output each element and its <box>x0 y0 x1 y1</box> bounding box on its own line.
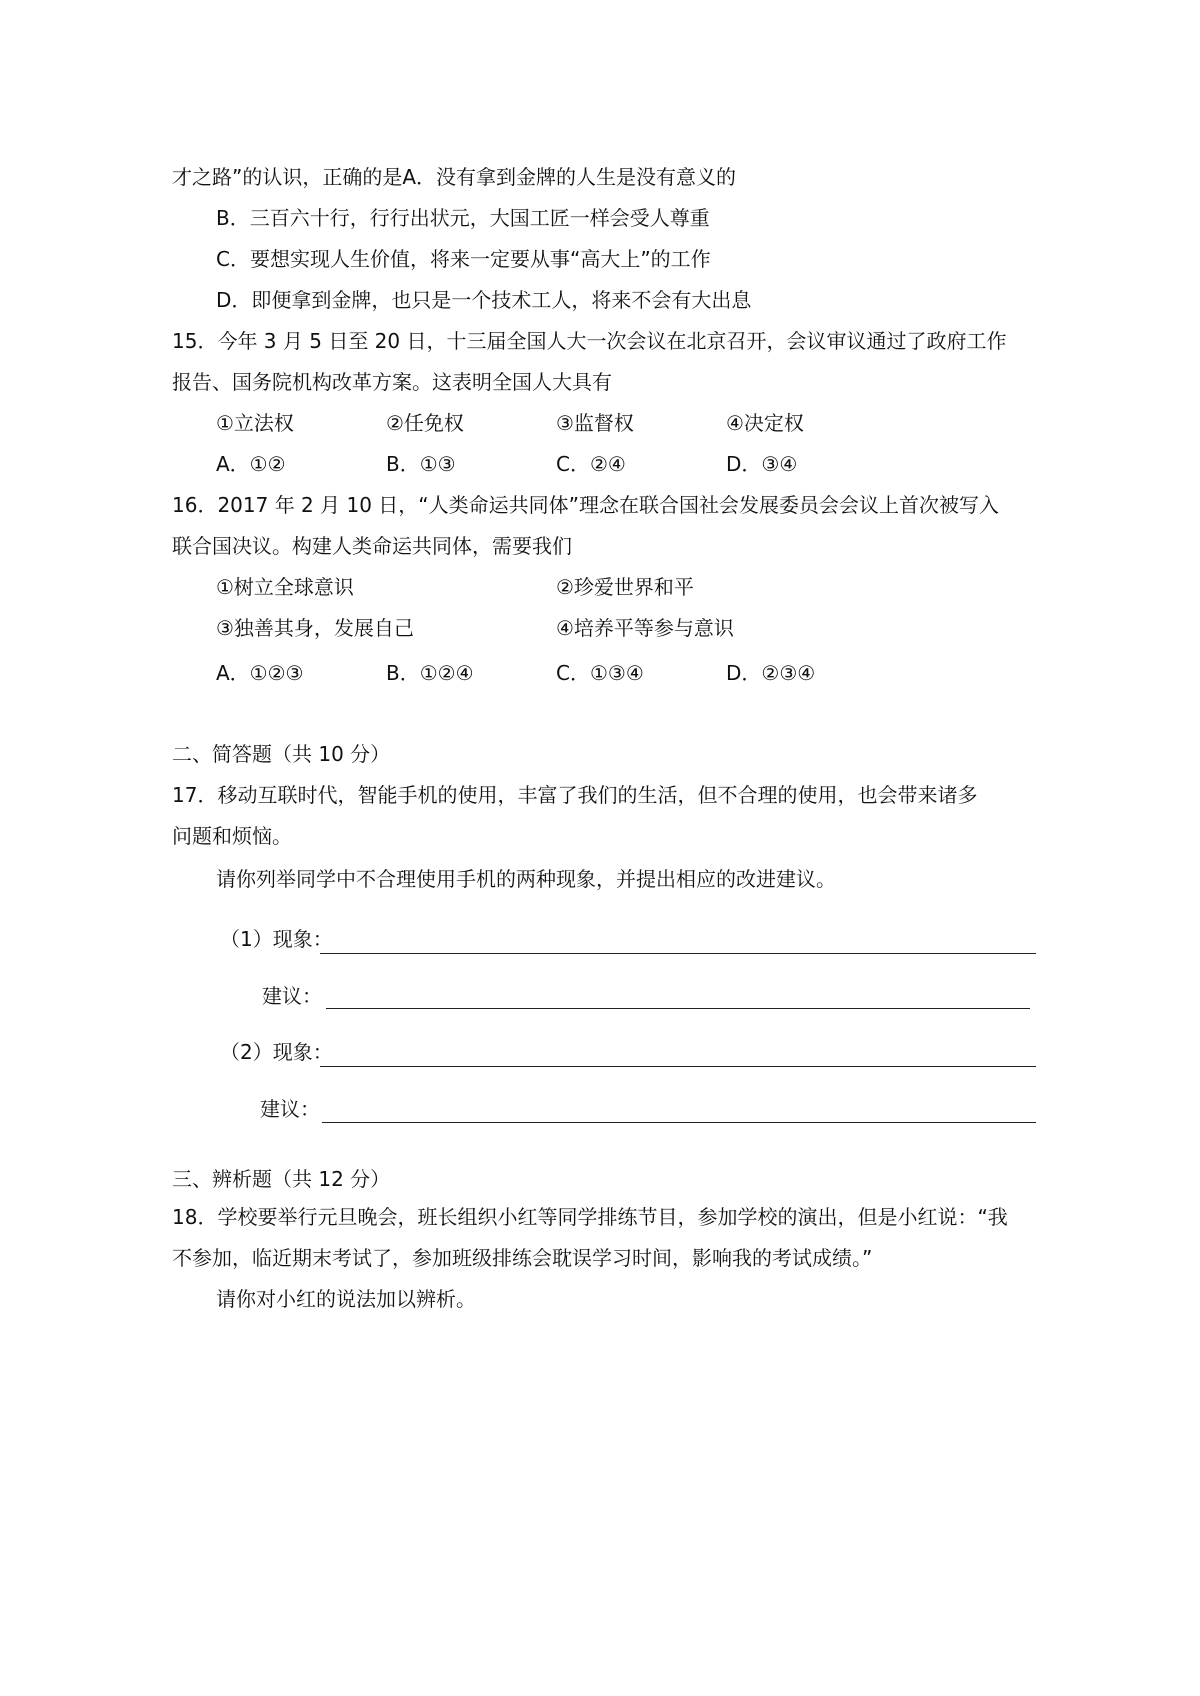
q15-choice-d: D．③④ <box>726 452 798 476</box>
q15-stem-line1: 15．今年 3 月 5 日至 20 日，十三届全国人大一次会议在北京召开，会议审议通过了政府工作 <box>172 329 1007 353</box>
q18-stem-line2: 不参加，临近期末考试了，参加班级排练会耽误学习时间，影响我的考试成绩。” <box>172 1246 873 1270</box>
q14-option-b: B．三百六十行，行行出状元，大国工匠一样会受人尊重 <box>216 206 710 230</box>
q16-choice-d: D．②③④ <box>726 661 816 685</box>
q14-option-c: C．要想实现人生价值，将来一定要从事“高大上”的工作 <box>216 247 711 271</box>
q15-item-4: ④决定权 <box>726 411 804 435</box>
q16-choice-b: B．①②④ <box>386 661 474 685</box>
q16-stem-line2: 联合国决议。构建人类命运共同体，需要我们 <box>172 534 572 558</box>
q16-choice-c: C．①③④ <box>556 661 644 685</box>
q15-choice-b: B．①③ <box>386 452 456 476</box>
answer2-suggestion-label: 建议： <box>260 1097 320 1121</box>
q15-item-1: ①立法权 <box>216 411 294 435</box>
section2-title: 二、简答题（共 10 分） <box>172 742 391 766</box>
q18-stem-line1: 18．学校要举行元旦晚会，班长组织小红等同学排练节目，参加学校的演出，但是小红说：“我 <box>172 1205 1008 1229</box>
q14-option-a: A．没有拿到金牌的人生是没有意义的 <box>402 165 737 189</box>
q16-item-4: ④培养平等参与意识 <box>556 616 734 640</box>
q16-item-1: ①树立全球意识 <box>216 575 354 599</box>
answer1-suggestion-blank[interactable] <box>326 1008 1030 1009</box>
q16-choice-a: A．①②③ <box>216 661 304 685</box>
q15-stem-line2: 报告、国务院机构改革方案。这表明全国人大具有 <box>172 370 612 394</box>
q16-item-2: ②珍爱世界和平 <box>556 575 694 599</box>
q17-prompt: 请你列举同学中不合理使用手机的两种现象，并提出相应的改进建议。 <box>216 867 836 891</box>
q15-choice-c: C．②④ <box>556 452 626 476</box>
q18-prompt: 请你对小红的说法加以辨析。 <box>216 1287 476 1311</box>
section3-title: 三、辨析题（共 12 分） <box>172 1167 391 1191</box>
q14-stem-text: 才之路”的认识，正确的是 <box>172 165 403 189</box>
q16-item-3: ③独善其身，发展自己 <box>216 616 414 640</box>
q14-option-d: D．即便拿到金牌，也只是一个技术工人，将来不会有大出息 <box>216 288 752 312</box>
q15-choice-a: A．①② <box>216 452 286 476</box>
answer1-phenomenon-label: （1）现象： <box>220 927 333 951</box>
q17-stem-line2: 问题和烦恼。 <box>172 824 292 848</box>
answer2-phenomenon-label: （2）现象： <box>220 1040 333 1064</box>
q15-item-3: ③监督权 <box>556 411 634 435</box>
q16-stem-line1: 16．2017 年 2 月 10 日，“人类命运共同体”理念在联合国社会发展委员会会议上首次被写入 <box>172 493 1000 517</box>
answer1-phenomenon-blank[interactable] <box>320 953 1036 954</box>
answer1-suggestion-label: 建议： <box>262 984 322 1008</box>
q15-item-2: ②任免权 <box>386 411 464 435</box>
q14-stem-tail <box>172 163 736 191</box>
q17-stem-line1: 17．移动互联时代，智能手机的使用，丰富了我们的生活，但不合理的使用，也会带来诸多 <box>172 783 978 807</box>
answer2-suggestion-blank[interactable] <box>322 1122 1036 1123</box>
answer2-phenomenon-blank[interactable] <box>320 1066 1036 1067</box>
